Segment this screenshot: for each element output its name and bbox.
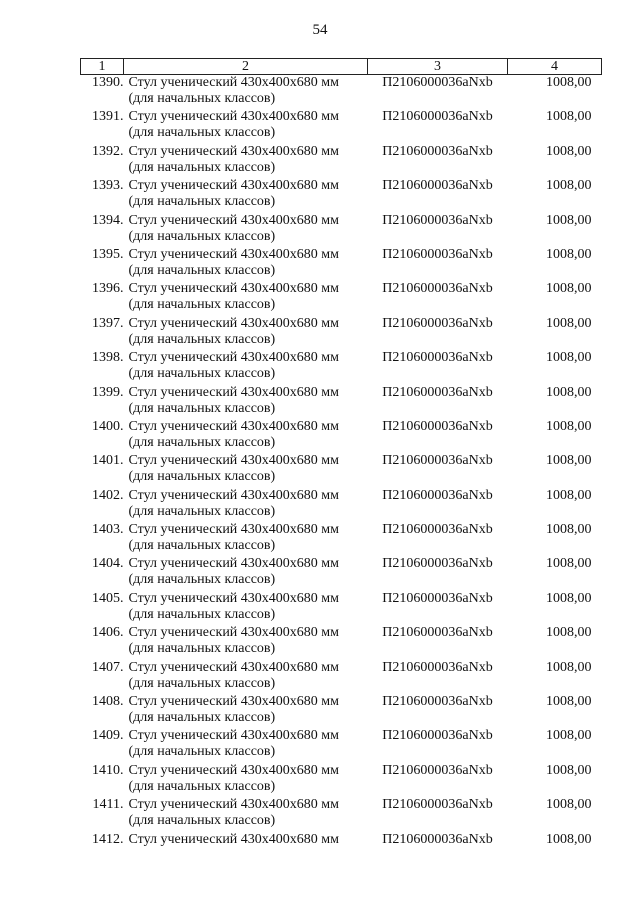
table-row: [81, 797, 602, 831]
item-name: [124, 625, 368, 659]
item-name-line2: (для начальных классов): [128, 641, 276, 657]
table-row: [81, 75, 602, 110]
table-row: [81, 385, 602, 419]
row-number: 1400.: [92, 418, 124, 434]
item-name: [124, 109, 368, 143]
item-price: 1008,00: [546, 281, 592, 297]
inventory-code: П2106000036aNxb: [382, 384, 493, 400]
row-number: 1402.: [92, 487, 124, 503]
item-name: [124, 350, 368, 384]
inventory-code: П2106000036aNxb: [382, 487, 493, 503]
item-name-line2: (для начальных классов): [128, 572, 276, 588]
item-name-line1: Стул ученический 430х400х680 мм: [128, 762, 340, 778]
table-row: [81, 350, 602, 384]
inventory-code: П2106000036aNxb: [382, 659, 493, 675]
item-name: [124, 75, 368, 110]
row-number: 1394.: [92, 212, 124, 228]
row-number: 1395.: [92, 246, 124, 262]
table-row: [81, 625, 602, 659]
table-row: [81, 556, 602, 590]
table-header: [81, 59, 602, 75]
item-name: [124, 419, 368, 453]
item-name-line2: (для начальных классов): [128, 297, 276, 313]
item-name-line2: (для начальных классов): [128, 125, 276, 141]
item-name: [124, 316, 368, 350]
item-name-line2: (для начальных классов): [128, 91, 276, 106]
item-name-line1: Стул ученический 430х400х680 мм: [128, 728, 340, 744]
table-row: [81, 213, 602, 247]
item-name: [124, 281, 368, 315]
item-name-line2: (для начальных классов): [128, 538, 276, 554]
item-price: 1008,00: [546, 453, 592, 469]
row-number: 1393.: [92, 178, 124, 194]
item-name: [124, 488, 368, 522]
row-number: 1406.: [92, 625, 124, 641]
item-name-line2: (для начальных классов): [128, 813, 276, 829]
table-row: [81, 763, 602, 797]
table-row: [81, 694, 602, 728]
item-name: [124, 797, 368, 831]
item-name: [124, 694, 368, 728]
item-name: [124, 660, 368, 694]
table-body: [81, 75, 602, 850]
inventory-code: П2106000036aNxb: [382, 109, 493, 125]
item-name: [124, 385, 368, 419]
table-row: [81, 832, 602, 850]
inventory-code: П2106000036aNxb: [382, 75, 493, 90]
inventory-code: П2106000036aNxb: [382, 797, 493, 813]
item-name-line1: Стул ученический 430х400х680 мм: [128, 109, 340, 125]
row-number: 1407.: [92, 659, 124, 675]
item-name-line2: (для начальных классов): [128, 228, 276, 244]
item-name-line1: Стул ученический 430х400х680 мм: [128, 625, 340, 641]
table-row: [81, 144, 602, 178]
row-number: 1399.: [92, 384, 124, 400]
item-name: [124, 556, 368, 590]
item-price: 1008,00: [546, 659, 592, 675]
row-number: 1412.: [92, 831, 124, 847]
row-number: 1403.: [92, 522, 124, 538]
inventory-code: П2106000036aNxb: [382, 212, 493, 228]
item-name-line1: Стул ученический 430х400х680 мм: [128, 487, 340, 503]
item-price: 1008,00: [546, 762, 592, 778]
item-price: 1008,00: [546, 384, 592, 400]
item-price: 1008,00: [546, 831, 592, 847]
row-number: 1392.: [92, 143, 124, 159]
inventory-table: [80, 58, 602, 850]
inventory-code: П2106000036aNxb: [382, 590, 493, 606]
row-number: 1391.: [92, 109, 124, 125]
inventory-code: П2106000036aNxb: [382, 453, 493, 469]
table-row: [81, 453, 602, 487]
page-number: 54: [312, 22, 328, 38]
row-number: 1408.: [92, 694, 124, 710]
table-row: [81, 591, 602, 625]
item-name-line2: (для начальных классов): [128, 194, 276, 210]
item-name: [124, 144, 368, 178]
item-name-line2: (для начальных классов): [128, 434, 276, 450]
item-price: 1008,00: [546, 178, 592, 194]
item-price: 1008,00: [546, 315, 592, 331]
inventory-code: П2106000036aNxb: [382, 315, 493, 331]
item-name-line2: (для начальных классов): [128, 159, 276, 175]
item-name: [124, 832, 368, 850]
item-name-line1: Стул ученический 430х400х680 мм: [128, 75, 340, 90]
inventory-code: П2106000036aNxb: [382, 350, 493, 366]
item-price: 1008,00: [546, 625, 592, 641]
item-name-line1: Стул ученический 430х400х680 мм: [128, 384, 340, 400]
item-name-line1: Стул ученический 430х400х680 мм: [128, 831, 340, 847]
inventory-code: П2106000036aNxb: [382, 556, 493, 572]
table-row: [81, 281, 602, 315]
table-row: [81, 178, 602, 212]
item-name-line1: Стул ученический 430х400х680 мм: [128, 315, 340, 331]
item-name: [124, 522, 368, 556]
item-price: 1008,00: [546, 487, 592, 503]
inventory-code: П2106000036aNxb: [382, 246, 493, 262]
inventory-code: П2106000036aNxb: [382, 522, 493, 538]
item-name-line1: Стул ученический 430х400х680 мм: [128, 590, 340, 606]
header-row: [81, 59, 602, 75]
row-number: 1410.: [92, 762, 124, 778]
item-price: 1008,00: [546, 522, 592, 538]
item-name-line1: Стул ученический 430х400х680 мм: [128, 350, 340, 366]
row-number: 1409.: [92, 728, 124, 744]
table-row: [81, 109, 602, 143]
row-number: 1411.: [92, 797, 124, 813]
row-number: 1404.: [92, 556, 124, 572]
inventory-code: П2106000036aNxb: [382, 281, 493, 297]
item-name-line1: Стул ученический 430х400х680 мм: [128, 797, 340, 813]
item-name-line1: Стул ученический 430х400х680 мм: [128, 694, 340, 710]
item-name-line1: Стул ученический 430х400х680 мм: [128, 178, 340, 194]
item-name-line2: (для начальных классов): [128, 469, 276, 485]
row-number: 1398.: [92, 350, 124, 366]
inventory-code: П2106000036aNxb: [382, 178, 493, 194]
item-price: 1008,00: [546, 246, 592, 262]
item-name: [124, 247, 368, 281]
row-number: 1401.: [92, 453, 124, 469]
item-price: 1008,00: [546, 350, 592, 366]
table-row: [81, 419, 602, 453]
item-name: [124, 213, 368, 247]
inventory-code: П2106000036aNxb: [382, 418, 493, 434]
item-price: 1008,00: [546, 797, 592, 813]
row-number: 1396.: [92, 281, 124, 297]
inventory-code: П2106000036aNxb: [382, 762, 493, 778]
item-name-line1: Стул ученический 430х400х680 мм: [128, 522, 340, 538]
item-name-line1: Стул ученический 430х400х680 мм: [128, 281, 340, 297]
inventory-code: П2106000036aNxb: [382, 831, 493, 847]
header-col-4: 4: [508, 59, 602, 75]
table-row: [81, 522, 602, 556]
item-name: [124, 728, 368, 762]
row-number: 1405.: [92, 590, 124, 606]
item-name: [124, 763, 368, 797]
header-col-3: 3: [368, 59, 508, 75]
item-name: [124, 178, 368, 212]
item-name: [124, 591, 368, 625]
item-name-line1: Стул ученический 430х400х680 мм: [128, 212, 340, 228]
item-price: 1008,00: [546, 109, 592, 125]
table-row: [81, 247, 602, 281]
item-price: 1008,00: [546, 143, 592, 159]
item-name: [124, 453, 368, 487]
header-col-1: 1: [81, 59, 124, 75]
item-price: 1008,00: [546, 728, 592, 744]
inventory-code: П2106000036aNxb: [382, 625, 493, 641]
item-name-line2: (для начальных классов): [128, 778, 276, 794]
row-number: 1390.: [92, 75, 124, 90]
item-price: 1008,00: [546, 590, 592, 606]
item-price: 1008,00: [546, 75, 592, 90]
item-price: 1008,00: [546, 556, 592, 572]
item-name-line2: (для начальных классов): [128, 366, 276, 382]
inventory-code: П2106000036aNxb: [382, 143, 493, 159]
item-name-line2: (для начальных классов): [128, 744, 276, 760]
item-name-line1: Стул ученический 430х400х680 мм: [128, 246, 340, 262]
item-name-line2: (для начальных классов): [128, 675, 276, 691]
item-name-line1: Стул ученический 430х400х680 мм: [128, 418, 340, 434]
item-name-line2: (для начальных классов): [128, 331, 276, 347]
row-number: 1397.: [92, 315, 124, 331]
table-row: [81, 316, 602, 350]
item-price: 1008,00: [546, 212, 592, 228]
item-name-line2: (для начальных классов): [128, 606, 276, 622]
item-name-line1: Стул ученический 430х400х680 мм: [128, 556, 340, 572]
inventory-code: П2106000036aNxb: [382, 728, 493, 744]
item-name-line2: (для начальных классов): [128, 400, 276, 416]
item-name-line2: (для начальных классов): [128, 262, 276, 278]
item-name-line2: (для начальных классов): [128, 503, 276, 519]
item-name-line2: (для начальных классов): [128, 710, 276, 726]
table-row: [81, 488, 602, 522]
item-price: 1008,00: [546, 694, 592, 710]
table-row: [81, 728, 602, 762]
item-name-line1: Стул ученический 430х400х680 мм: [128, 143, 340, 159]
item-price: 1008,00: [546, 418, 592, 434]
item-name-line1: Стул ученический 430х400х680 мм: [128, 659, 340, 675]
inventory-code: П2106000036aNxb: [382, 694, 493, 710]
header-col-2: 2: [124, 59, 368, 75]
item-name-line1: Стул ученический 430х400х680 мм: [128, 453, 340, 469]
table-row: [81, 660, 602, 694]
